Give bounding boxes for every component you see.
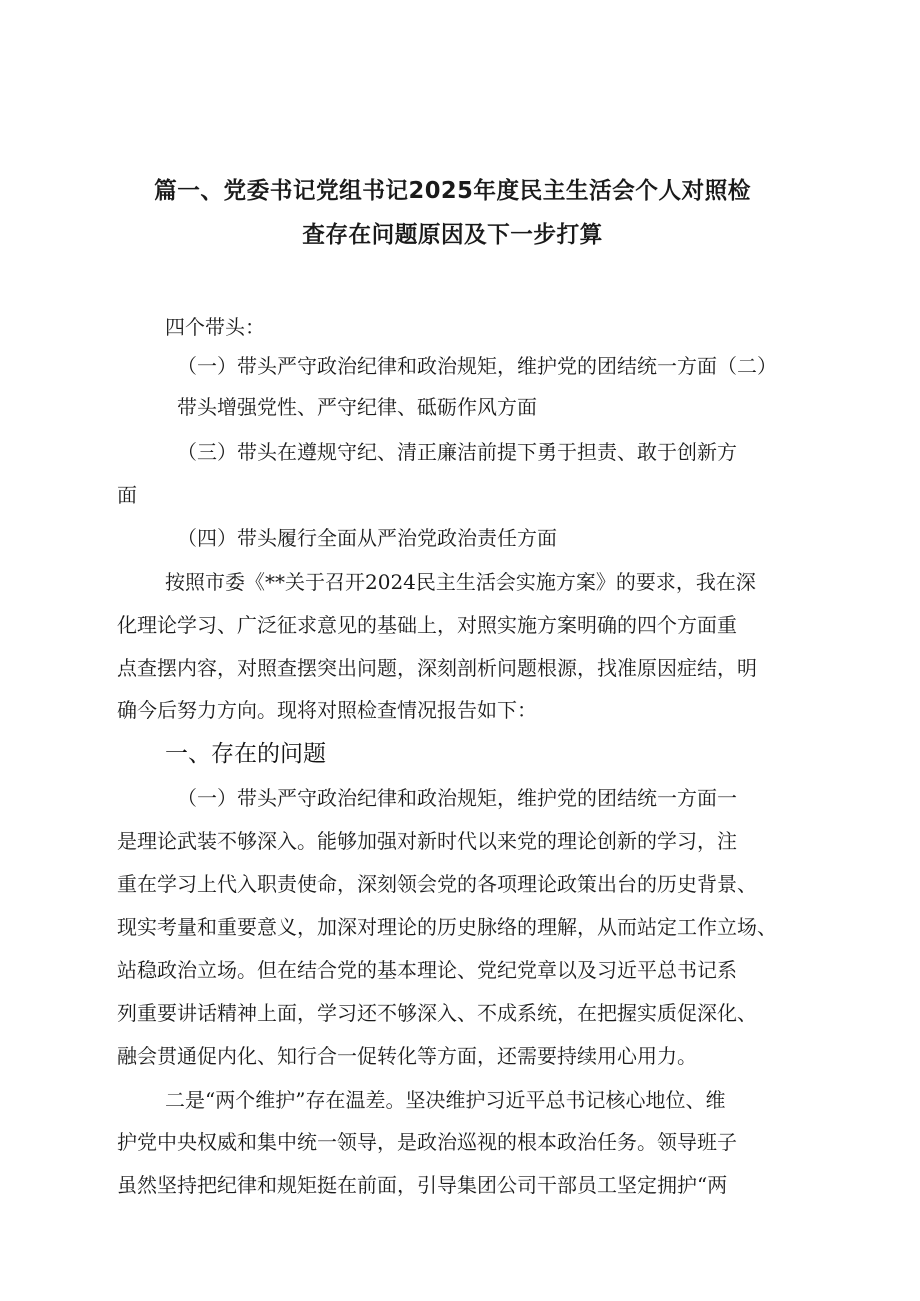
paragraph-line: （四）带头履行全面从严治党政治责任方面 — [177, 526, 557, 550]
paragraph-line: 重在学习上代入职责使命，深刻领会党的各项理论政策出台的历史背景、 — [117, 872, 757, 896]
paragraph-line: 融会贯通促内化、知行合一促转化等方面，还需要持续用心用力。 — [117, 1044, 697, 1068]
paragraph-line: 面 — [117, 483, 137, 507]
paragraph-line: 化理论学习、广泛征求意见的基础上，对照实施方案明确的四个方面重 — [117, 613, 737, 637]
paragraph-line: 四个带头： — [165, 315, 265, 339]
paragraph-line: （一）带头严守政治纪律和政治规矩，维护党的团结统一方面（二） — [177, 354, 777, 378]
paragraph-line: 护党中央权威和集中统一领导，是政治巡视的根本政治任务。领导班子 — [117, 1130, 737, 1154]
section-heading: 一、存在的问题 — [165, 741, 326, 767]
paragraph-line: 确今后努力方向。现将对照检查情况报告如下： — [117, 698, 537, 722]
paragraph-line: 是理论武装不够深入。能够加强对新时代以来党的理论创新的学习，注 — [117, 829, 737, 853]
paragraph-line: 列重要讲话精神上面，学习还不够深入、不成系统，在把握实质促深化、 — [117, 1001, 757, 1025]
document-title-line-2: 查存在问题原因及下一步打算 — [302, 222, 603, 248]
paragraph-line: 带头增强党性、严守纪律、砥砺作风方面 — [177, 395, 537, 419]
document-title-line-1: 篇一、党委书记党组书记2025年度民主生活会个人对照检 — [154, 178, 751, 204]
paragraph-line: 虽然坚持把纪律和规矩挺在前面，引导集团公司干部员工坚定拥护“两 — [117, 1173, 728, 1197]
paragraph-line: 现实考量和重要意义，加深对理论的历史脉络的理解，从而站定工作立场、 — [117, 915, 777, 939]
paragraph-line: 二是“两个维护”存在温差。坚决维护习近平总书记核心地位、维 — [165, 1088, 726, 1112]
paragraph-line: 站稳政治立场。但在结合党的基本理论、党纪党章以及习近平总书记系 — [117, 958, 737, 982]
paragraph-line: （三）带头在遵规守纪、清正廉洁前提下勇于担责、敢于创新方 — [177, 440, 737, 464]
paragraph-line: 点查摆内容，对照查摆突出问题，深刻剖析问题根源，找准原因症结，明 — [117, 656, 757, 680]
paragraph-line: （一）带头严守政治纪律和政治规矩，维护党的团结统一方面一 — [177, 786, 737, 810]
paragraph-line: 按照市委《**关于召开2024民主生活会实施方案》的要求，我在深 — [165, 570, 756, 594]
